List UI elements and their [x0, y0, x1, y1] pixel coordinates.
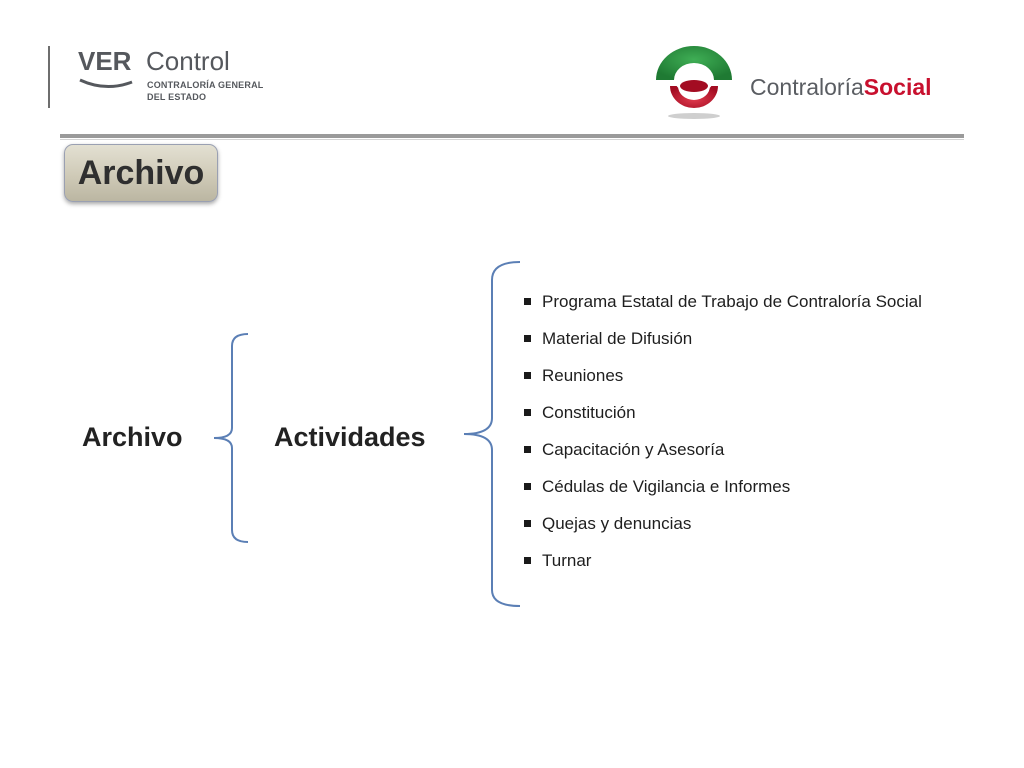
- square-bullet-icon: [524, 520, 531, 527]
- brace-child-to-items: [464, 262, 520, 606]
- list-item-label: Material de Difusión: [542, 329, 693, 348]
- node-actividades: Actividades: [274, 422, 426, 452]
- logo-brand-bold: VER: [78, 46, 132, 76]
- square-bullet-icon: [524, 483, 531, 490]
- square-bullet-icon: [524, 446, 531, 453]
- list-item-label: Cédulas de Vigilancia e Informes: [542, 477, 791, 496]
- square-bullet-icon: [524, 409, 531, 416]
- list-item-label: Constitución: [542, 403, 636, 422]
- list-item: [522, 287, 922, 324]
- list-item: [522, 435, 922, 472]
- list-item-label: Turnar: [542, 551, 592, 570]
- list-item-label: Reuniones: [542, 366, 624, 385]
- activities-list: [522, 287, 922, 583]
- logo-word-social: Social: [863, 74, 932, 100]
- logo-word-contraloria: Contraloría: [750, 74, 864, 100]
- brace-root-to-child: [214, 334, 248, 542]
- list-item: [522, 509, 922, 546]
- logo-subtitle-line1: CONTRALORÍA GENERAL: [147, 80, 264, 90]
- square-bullet-icon: [524, 335, 531, 342]
- square-bullet-icon: [524, 372, 531, 379]
- list-item: [522, 398, 922, 435]
- square-bullet-icon: [524, 557, 531, 564]
- page-title: Archivo: [64, 144, 218, 202]
- logo-brand-light: Control: [146, 46, 230, 76]
- list-item-label: Programa Estatal de Trabajo de Contraloría Social: [542, 292, 922, 311]
- list-item-label: Capacitación y Asesoría: [542, 440, 725, 459]
- list-item: [522, 472, 922, 509]
- list-item-label: Quejas y denuncias: [542, 514, 692, 533]
- square-bullet-icon: [524, 298, 531, 305]
- list-item: [522, 546, 922, 583]
- list-item: [522, 324, 922, 361]
- list-item: [522, 361, 922, 398]
- node-archivo: Archivo: [82, 422, 183, 452]
- logo-subtitle-line2: DEL ESTADO: [147, 92, 207, 102]
